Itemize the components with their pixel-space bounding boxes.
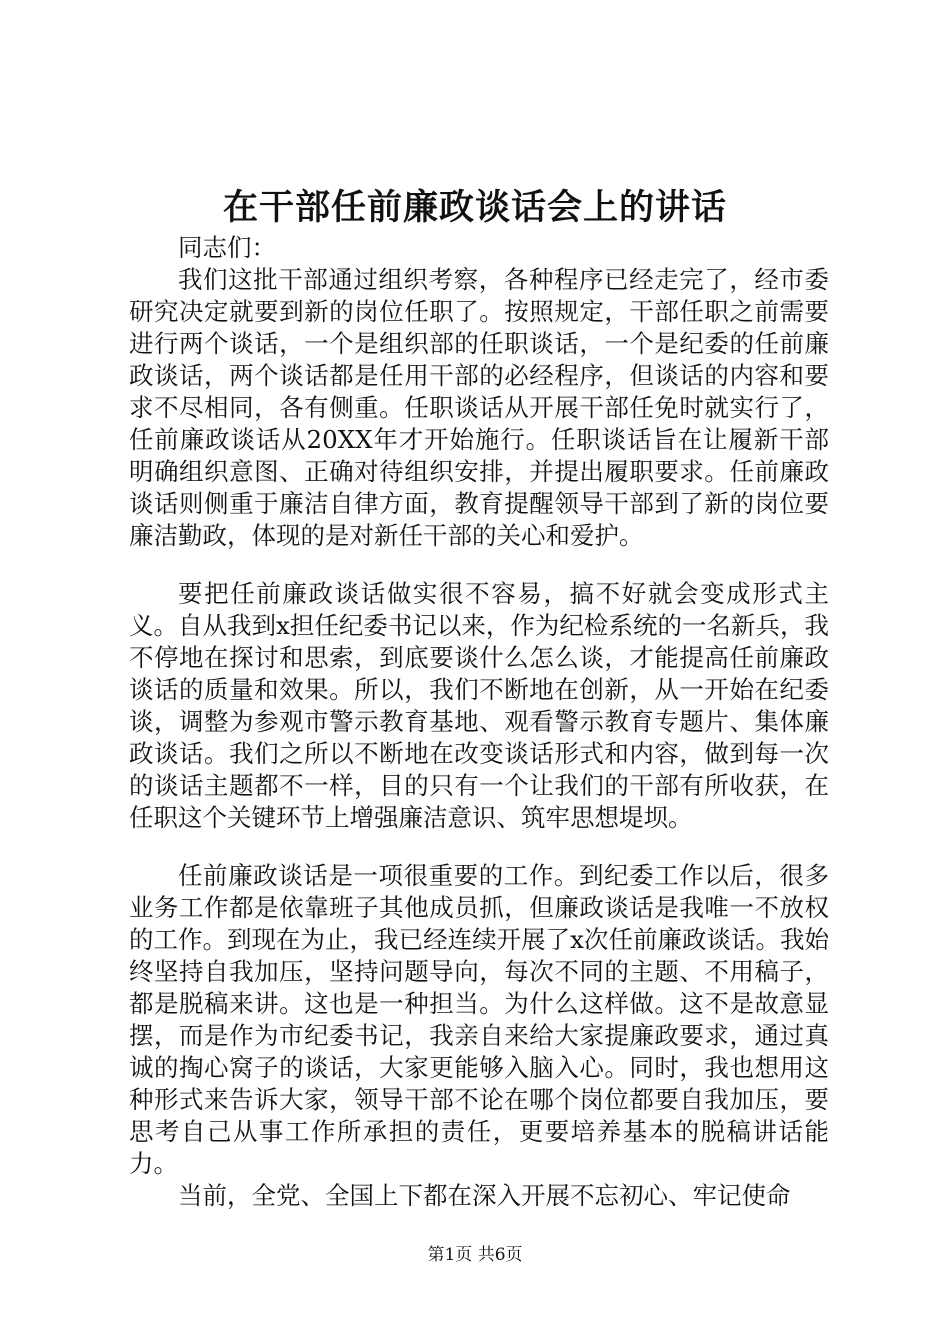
paragraph-3: 任前廉政谈话是一项很重要的工作。到纪委工作以后，很多业务工作都是依靠班子其他成员抓，但廉政谈话是我唯一不放权的工作。到现在为止，我已经连续开展了x次任前廉政谈话。我始终坚持自我加压，坚持问题导向，每次不同的主题、不用稿子，都是脱稿来讲。这也是一种担当。为什么这样做。这不是故意显摆，而是作为市纪委书记，我亲自来给大家提廉政要求，通过真诚的掏心窝子的谈话，大家更能够入脑入心。同时，我也想用这种形式来告诉大家，领导干部不论在哪个岗位都要自我加压，要思考自己从事工作所承担的责任，更要培养基本的脱稿讲话能力。 bbox=[129, 861, 829, 1178]
document-body bbox=[129, 232, 829, 1212]
paragraph-4: 当前，全党、全国上下都在深入开展不忘初心、牢记使命 bbox=[178, 1181, 791, 1210]
paragraph-1: 我们这批干部通过组织考察，各种程序已经走完了，经市委研究决定就要到新的岗位任职了。按照规定，干部任职之前需要进行两个谈话，一个是组织部的任职谈话，一个是纪委的任前廉政谈话，两个谈话都是任用干部的必经程序，但谈话的内容和要求不尽相同，各有侧重。任职谈话从开展干部任免时就实行了，任前廉政谈话从20XX年才开始施行。任职谈话旨在让履新干部明确组织意图、正确对待组织安排，并提出履职要求。任前廉政谈话则侧重于廉洁自律方面，教育提醒领导干部到了新的岗位要廉洁勤政，体现的是对新任干部的关心和爱护。 bbox=[129, 265, 829, 550]
paragraph-2: 要把任前廉政谈话做实很不容易，搞不好就会变成形式主义。自从我到x担任纪委书记以来，作为纪检系统的一名新兵，我不停地在探讨和思索，到底要谈什么怎么谈，才能提高任前廉政谈话的质量和效果。所以，我们不断地在创新，从一开始在纪委谈，调整为参观市警示教育基地、观看警示教育专题片、集体廉政谈话。我们之所以不断地在改变谈话形式和内容，做到每一次的谈话主题都不一样，目的只有一个让我们的干部有所收获，在任职这个关键环节上增强廉洁意识、筑牢思想堤坝。 bbox=[129, 579, 829, 832]
document-title: 在干部任前廉政谈话会上的讲话 bbox=[222, 187, 727, 228]
salutation: 同志们： bbox=[178, 233, 276, 262]
page-number-footer: 第1页 共6页 bbox=[427, 1245, 523, 1265]
